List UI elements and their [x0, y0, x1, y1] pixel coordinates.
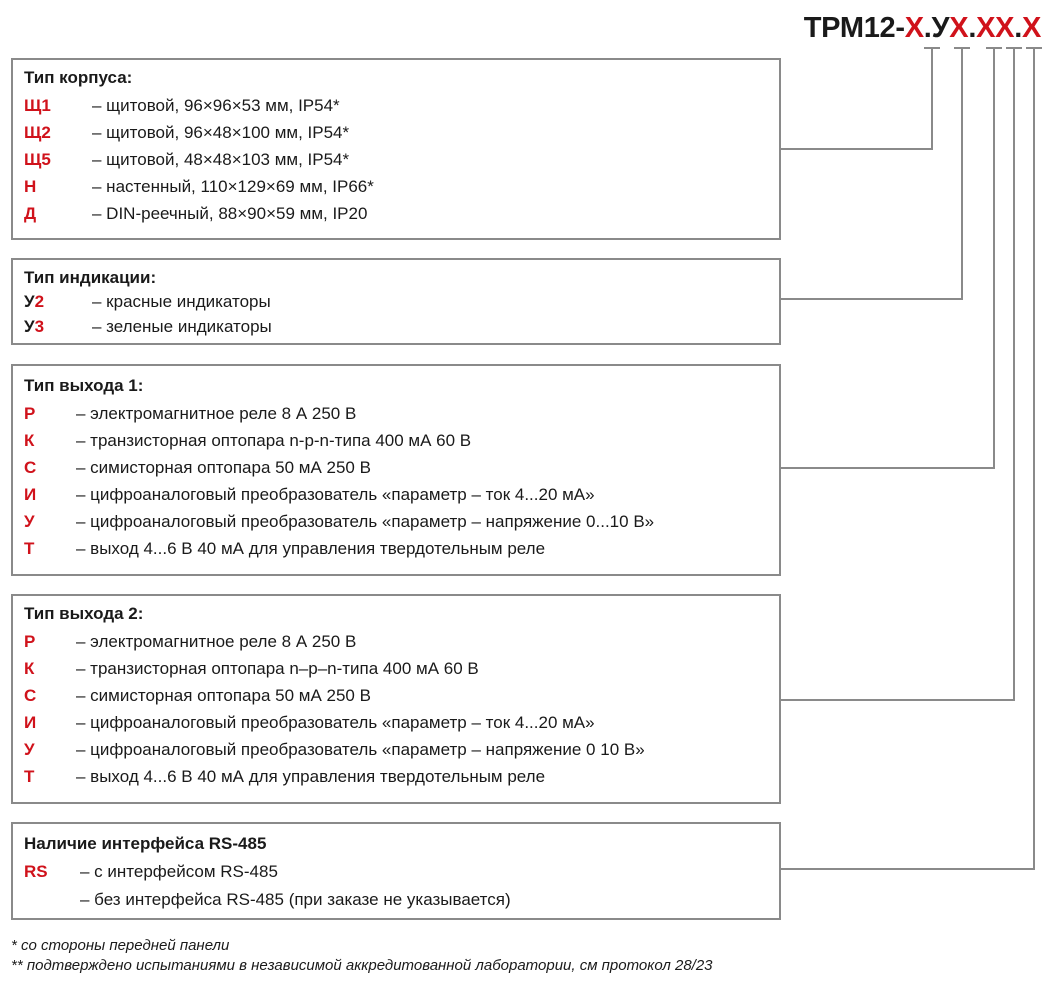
code-part-dot: . [968, 12, 977, 44]
section-title: Тип индикации: [24, 268, 157, 287]
section-title: Тип корпуса: [24, 68, 133, 87]
connector-output-1 [780, 48, 994, 468]
section-output-type-1: Тип выхода 1: Р – электромагнитное реле 8 А 250 В К – транзисторная оптопара n-p-n-типа 400 мА 60 В С – симисторная оптопара 50 мА 250 В И – цифроаналоговый преобразователь «параметр – ток 4...20 мА» У – цифроаналоговый преобразователь «параметр – напряжение 0...10 В» Т – выход 4...6 В 40 мА для управления твердотельным реле [11, 364, 781, 576]
section-interface: Наличие интерфейса RS-485 RS – с интерфейсом RS-485 – без интерфейса RS-485 (при заказе не указывается) [11, 822, 781, 920]
footnote-front-panel: * со стороны передней панели [11, 937, 230, 954]
section-title: Тип выхода 1: [24, 376, 144, 395]
section-housing-type: Тип корпуса: Щ1 – щитовой, 96×96×53 мм, IP54* Щ2 – щитовой, 96×48×100 мм, IP54* Щ5 – щитовой, 48×48×103 мм, IP54* Н – настенный, 110×129×69 мм, IP66* Д – DIN-реечный, 88×90×59 мм, IP20 [11, 58, 781, 240]
product-code-prefix: ТРМ12- [803, 12, 905, 44]
product-code [804, 12, 1041, 45]
connector-housing [780, 48, 932, 149]
code-part-housing: X [904, 12, 924, 44]
code-part-indication: X [949, 12, 969, 44]
connector-interface [780, 48, 1034, 869]
section-output-type-2: Тип выхода 2: Р – электромагнитное реле 8 А 250 В К – транзисторная оптопара n–p–n-типа 400 мА 60 В С – симисторная оптопара 50 мА 250 В И – цифроаналоговый преобразователь «параметр – ток 4...20 мА» У – цифроаналоговый преобразователь «параметр – напряжение 0 10 В» Т – выход 4...6 В 40 мА для управления твердотельным реле [11, 594, 781, 804]
code-part-dot: . [923, 12, 932, 44]
section-title: Тип выхода 2: [24, 604, 144, 623]
code-part-interface: X [1021, 12, 1041, 44]
code-part-outputs: XX [976, 12, 1015, 44]
code-part-dot: . [1014, 12, 1022, 44]
connector-indication [780, 48, 962, 299]
section-title: Наличие интерфейса RS-485 [24, 834, 267, 853]
code-part-indication-letter: У [931, 12, 950, 44]
section-indication-type: Тип индикации: У2 – красные индикаторы У3 – зеленые индикаторы [11, 258, 781, 345]
connector-output-2 [780, 48, 1014, 700]
footnote-lab-certified: ** подтверждено испытаниями в независимой аккредитованной лаборатории, см протокол 28/23 [11, 957, 713, 974]
